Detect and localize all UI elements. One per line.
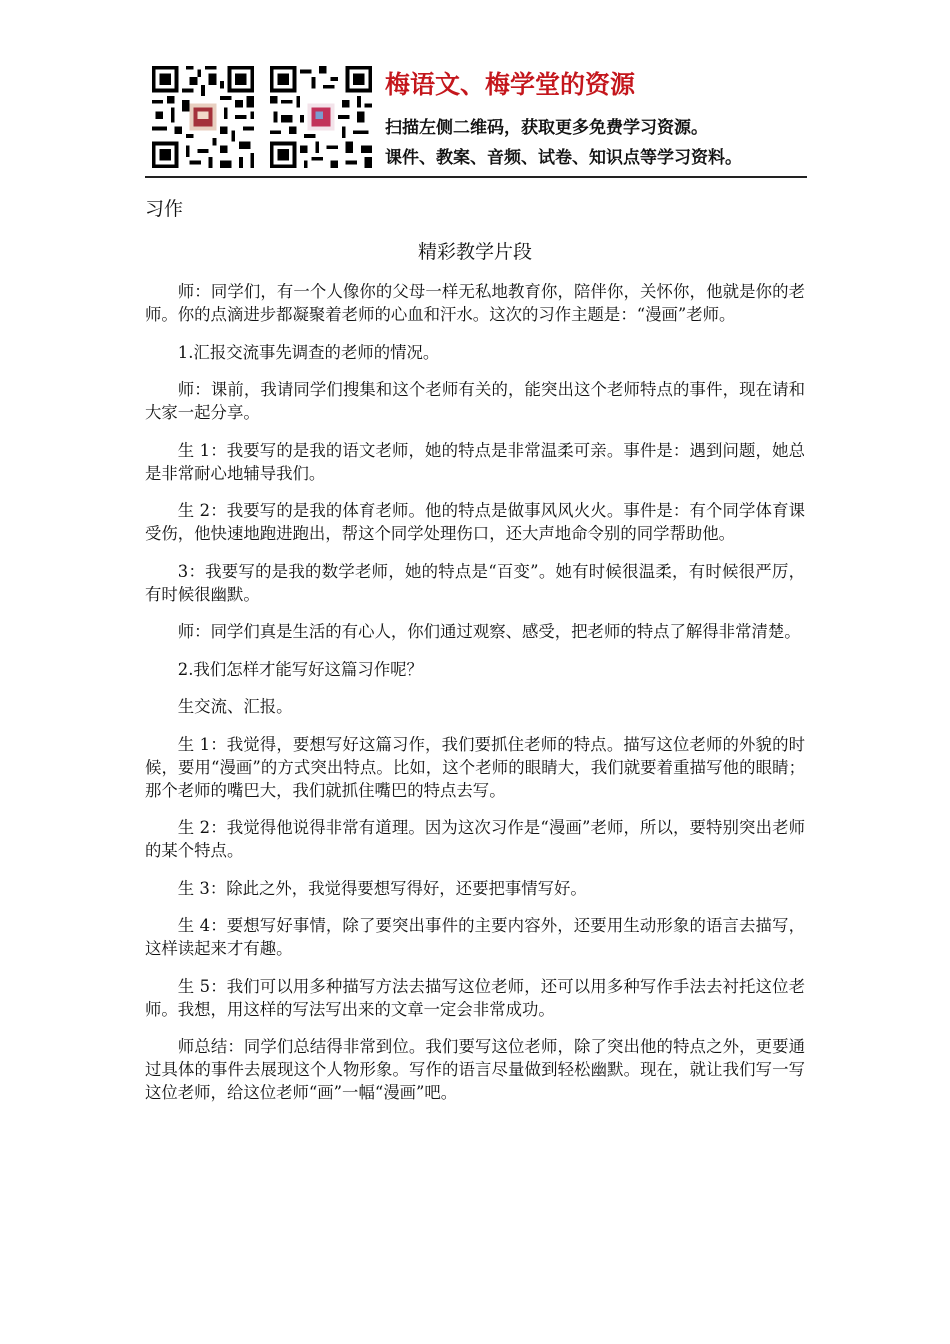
brand-tagline-1: 扫描左侧二维码，获取更多免费学习资源。 bbox=[385, 118, 708, 138]
section-label: 习作 bbox=[145, 198, 184, 220]
brand-title: 梅语文、梅学堂的资源 bbox=[385, 70, 636, 99]
paragraph: 生 5：我们可以用多种描写方法去描写这位老师，还可以用多种写作手法去衬托这位老师。我想，用这样的写法写出来的文章一定会非常成功。 bbox=[145, 976, 805, 1019]
brand-tagline-2: 课件、教案、音频、试卷、知识点等学习资料。 bbox=[385, 148, 742, 168]
paragraph: 生 2：我要写的是我的体育老师。他的特点是做事风风火火。事件是：有个同学体育课受伤，他快速地跑进跑出，帮这个同学处理伤口，还大声地命令别的同学帮助他。 bbox=[145, 501, 805, 543]
paragraph: 师总结：同学们总结得非常到位。我们要写这位老师，除了突出他的特点之外，更要通过具体的事件去展现这个人物形象。写作的语言尽量做到轻松幽默。现在，就让我们写一写这位老师，给这位老师“画”一幅“漫画”吧。 bbox=[145, 1037, 805, 1102]
paragraph: 生 2：我觉得他说得非常有道理。因为这次习作是“漫画”老师，所以，要特别突出老师的某个特点。 bbox=[145, 818, 805, 860]
document-title: 精彩教学片段 bbox=[417, 241, 532, 263]
document-body bbox=[145, 195, 805, 1119]
paragraph: 生交流、汇报。 bbox=[177, 697, 293, 716]
paragraph: 师：同学们真是生活的有心人，你们通过观察、感受，把老师的特点了解得非常清楚。 bbox=[177, 622, 801, 641]
resource-header bbox=[145, 62, 807, 176]
paragraph: 生 1：我要写的是我的语文老师，她的特点是非常温柔可亲。事件是：遇到问题，她总是非常耐心地辅导我们。 bbox=[145, 440, 805, 483]
paragraph: 生 4：要想写好事情，除了要突出事件的主要内容外，还要用生动形象的语言去描写，这样读起来才有趣。 bbox=[145, 916, 805, 958]
paragraph: 1.汇报交流事先调查的老师的情况。 bbox=[177, 342, 440, 362]
paragraph: 师：课前，我请同学们搜集和这个老师有关的，能突出这个老师特点的事件，现在请和大家一起分享。 bbox=[145, 380, 805, 422]
paragraph: 生 1：我觉得，要想写好这篇习作，我们要抓住老师的特点。描写这位老师的外貌的时候，要用“漫画”的方式突出特点。比如，这个老师的眼睛大，我们就要着重描写他的眼睛；那个老师的嘴巴大，我们就抓住嘴巴的特点去写。 bbox=[145, 734, 805, 800]
qr-code-icon[interactable] bbox=[148, 62, 258, 172]
paragraph: 2.我们怎样才能写好这篇习作呢？ bbox=[177, 659, 423, 679]
paragraph: 师：同学们，有一个人像你的父母一样无私地教育你，陪伴你，关怀你，他就是你的老师。你的点滴进步都凝聚着老师的心血和汗水。这次的习作主题是：“漫画”老师。 bbox=[145, 282, 805, 324]
paragraph: 生 3：除此之外，我觉得要想写得好，还要把事情写好。 bbox=[177, 878, 587, 898]
paragraph: 3：我要写的是我的数学老师，她的特点是“百变”。她有时候很温柔，有时候很严厉，有时候很幽默。 bbox=[145, 561, 805, 604]
header-text bbox=[385, 62, 810, 171]
qr-code-icon[interactable] bbox=[266, 62, 376, 172]
header-divider bbox=[145, 176, 807, 178]
